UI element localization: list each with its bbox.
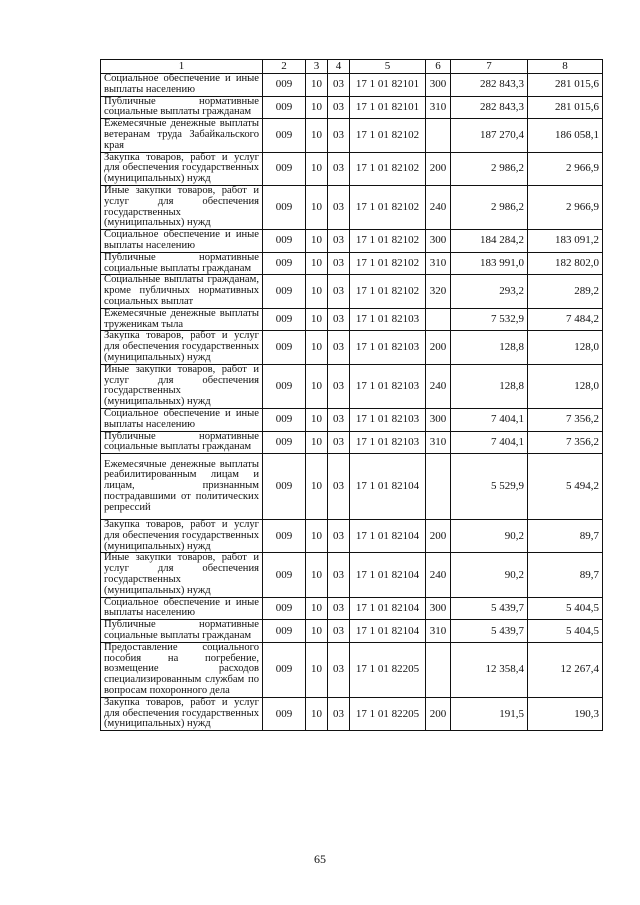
expense-type-cell: 200	[426, 331, 451, 364]
amount-year1-cell: 187 270,4	[451, 119, 528, 152]
ministry-code-cell: 009	[263, 119, 306, 152]
amount-year1-cell: 5 529,9	[451, 454, 528, 520]
amount-year1-cell: 128,8	[451, 364, 528, 408]
table-row	[101, 364, 603, 408]
row-name-cell: Социальное обеспечение и иные выплаты населению	[101, 408, 263, 431]
section-code-cell: 10	[306, 185, 328, 229]
table-row	[101, 408, 603, 431]
amount-year2-cell: 128,0	[528, 331, 603, 364]
target-article-cell: 17 1 01 82104	[350, 620, 426, 643]
budget-table	[100, 59, 603, 731]
table-row	[101, 152, 603, 185]
row-name-cell: Социальное обеспечение и иные выплаты населению	[101, 230, 263, 253]
subsection-code-cell: 03	[328, 275, 350, 308]
amount-year1-cell: 7 404,1	[451, 431, 528, 454]
expense-type-cell: 200	[426, 697, 451, 730]
ministry-code-cell: 009	[263, 520, 306, 553]
amount-year2-cell: 281 015,6	[528, 96, 603, 119]
amount-year2-cell: 7 484,2	[528, 308, 603, 331]
target-article-cell: 17 1 01 82104	[350, 597, 426, 620]
row-name-cell: Публичные нормативные социальные выплаты гражданам	[101, 96, 263, 119]
subsection-code-cell: 03	[328, 597, 350, 620]
row-name-cell: Публичные нормативные социальные выплаты гражданам	[101, 620, 263, 643]
row-name-cell: Закупка товаров, работ и услуг для обеспечения государственных (муниципальных) нужд	[101, 152, 263, 185]
target-article-cell: 17 1 01 82102	[350, 152, 426, 185]
amount-year2-cell: 2 966,9	[528, 185, 603, 229]
section-code-cell: 10	[306, 642, 328, 697]
amount-year1-cell: 7 404,1	[451, 408, 528, 431]
amount-year1-cell: 183 991,0	[451, 252, 528, 275]
expense-type-cell: 240	[426, 553, 451, 597]
target-article-cell: 17 1 01 82103	[350, 408, 426, 431]
section-code-cell: 10	[306, 364, 328, 408]
target-article-cell: 17 1 01 82102	[350, 230, 426, 253]
expense-type-cell: 300	[426, 74, 451, 97]
amount-year2-cell: 89,7	[528, 520, 603, 553]
amount-year1-cell: 12 358,4	[451, 642, 528, 697]
header-row	[101, 60, 603, 74]
ministry-code-cell: 009	[263, 185, 306, 229]
subsection-code-cell: 03	[328, 152, 350, 185]
amount-year1-cell: 184 284,2	[451, 230, 528, 253]
header-cell-7: 7	[451, 60, 528, 74]
target-article-cell: 17 1 01 82101	[350, 96, 426, 119]
subsection-code-cell: 03	[328, 431, 350, 454]
section-code-cell: 10	[306, 119, 328, 152]
table-row	[101, 230, 603, 253]
row-name-cell: Иные закупки товаров, работ и услуг для обеспечения государственных (муниципальных) нужд	[101, 185, 263, 229]
expense-type-cell	[426, 454, 451, 520]
subsection-code-cell: 03	[328, 331, 350, 364]
target-article-cell: 17 1 01 82101	[350, 74, 426, 97]
section-code-cell: 10	[306, 431, 328, 454]
ministry-code-cell: 009	[263, 96, 306, 119]
row-name-cell: Закупка товаров, работ и услуг для обеспечения государственных (муниципальных) нужд	[101, 520, 263, 553]
amount-year2-cell: 89,7	[528, 553, 603, 597]
subsection-code-cell: 03	[328, 119, 350, 152]
section-code-cell: 10	[306, 553, 328, 597]
header-cell-6: 6	[426, 60, 451, 74]
subsection-code-cell: 03	[328, 252, 350, 275]
ministry-code-cell: 009	[263, 620, 306, 643]
amount-year2-cell: 186 058,1	[528, 119, 603, 152]
ministry-code-cell: 009	[263, 252, 306, 275]
target-article-cell: 17 1 01 82102	[350, 275, 426, 308]
table-row	[101, 252, 603, 275]
section-code-cell: 10	[306, 408, 328, 431]
target-article-cell: 17 1 01 82205	[350, 697, 426, 730]
expense-type-cell: 310	[426, 96, 451, 119]
subsection-code-cell: 03	[328, 364, 350, 408]
page-number: 65	[314, 852, 326, 866]
amount-year1-cell: 90,2	[451, 553, 528, 597]
section-code-cell: 10	[306, 308, 328, 331]
table-row	[101, 96, 603, 119]
row-name-cell: Предоставление социального пособия на погребение, возмещение расходов специализированным службам по вопросам похоронного дела	[101, 642, 263, 697]
amount-year1-cell: 128,8	[451, 331, 528, 364]
subsection-code-cell: 03	[328, 697, 350, 730]
row-name-cell: Публичные нормативные социальные выплаты гражданам	[101, 252, 263, 275]
section-code-cell: 10	[306, 230, 328, 253]
row-name-cell: Ежемесячные денежные выплаты реабилитированным лицам и лицам, признанным пострадавшими от политических репрессий	[101, 454, 263, 520]
table-row	[101, 119, 603, 152]
section-code-cell: 10	[306, 454, 328, 520]
ministry-code-cell: 009	[263, 230, 306, 253]
table-row	[101, 520, 603, 553]
subsection-code-cell: 03	[328, 408, 350, 431]
row-name-cell: Ежемесячные денежные выплаты труженикам тыла	[101, 308, 263, 331]
amount-year1-cell: 282 843,3	[451, 96, 528, 119]
row-name-cell: Закупка товаров, работ и услуг для обеспечения государственных (муниципальных) нужд	[101, 331, 263, 364]
expense-type-cell: 320	[426, 275, 451, 308]
amount-year1-cell: 191,5	[451, 697, 528, 730]
amount-year1-cell: 2 986,2	[451, 152, 528, 185]
expense-type-cell: 200	[426, 520, 451, 553]
amount-year2-cell: 190,3	[528, 697, 603, 730]
subsection-code-cell: 03	[328, 520, 350, 553]
row-name-cell: Публичные нормативные социальные выплаты гражданам	[101, 431, 263, 454]
expense-type-cell: 310	[426, 252, 451, 275]
amount-year1-cell: 293,2	[451, 275, 528, 308]
section-code-cell: 10	[306, 331, 328, 364]
ministry-code-cell: 009	[263, 454, 306, 520]
subsection-code-cell: 03	[328, 620, 350, 643]
expense-type-cell: 240	[426, 364, 451, 408]
target-article-cell: 17 1 01 82103	[350, 308, 426, 331]
expense-type-cell	[426, 119, 451, 152]
subsection-code-cell: 03	[328, 74, 350, 97]
target-article-cell: 17 1 01 82102	[350, 119, 426, 152]
amount-year2-cell: 5 494,2	[528, 454, 603, 520]
amount-year2-cell: 281 015,6	[528, 74, 603, 97]
table-row	[101, 620, 603, 643]
subsection-code-cell: 03	[328, 642, 350, 697]
amount-year2-cell: 7 356,2	[528, 408, 603, 431]
subsection-code-cell: 03	[328, 185, 350, 229]
subsection-code-cell: 03	[328, 308, 350, 331]
target-article-cell: 17 1 01 82103	[350, 331, 426, 364]
amount-year2-cell: 12 267,4	[528, 642, 603, 697]
amount-year1-cell: 5 439,7	[451, 620, 528, 643]
expense-type-cell: 200	[426, 152, 451, 185]
ministry-code-cell: 009	[263, 597, 306, 620]
subsection-code-cell: 03	[328, 553, 350, 597]
header-cell-1: 1	[101, 60, 263, 74]
target-article-cell: 17 1 01 82103	[350, 431, 426, 454]
row-name-cell: Социальное обеспечение и иные выплаты населению	[101, 74, 263, 97]
table-row	[101, 597, 603, 620]
ministry-code-cell: 009	[263, 152, 306, 185]
ministry-code-cell: 009	[263, 408, 306, 431]
amount-year2-cell: 183 091,2	[528, 230, 603, 253]
section-code-cell: 10	[306, 597, 328, 620]
amount-year2-cell: 128,0	[528, 364, 603, 408]
subsection-code-cell: 03	[328, 454, 350, 520]
amount-year2-cell: 289,2	[528, 275, 603, 308]
expense-type-cell: 310	[426, 431, 451, 454]
expense-type-cell: 300	[426, 230, 451, 253]
target-article-cell: 17 1 01 82205	[350, 642, 426, 697]
ministry-code-cell: 009	[263, 331, 306, 364]
header-cell-5: 5	[350, 60, 426, 74]
ministry-code-cell: 009	[263, 364, 306, 408]
amount-year2-cell: 2 966,9	[528, 152, 603, 185]
table-row	[101, 308, 603, 331]
target-article-cell: 17 1 01 82104	[350, 553, 426, 597]
amount-year2-cell: 5 404,5	[528, 620, 603, 643]
ministry-code-cell: 009	[263, 275, 306, 308]
row-name-cell: Иные закупки товаров, работ и услуг для обеспечения государственных (муниципальных) нужд	[101, 553, 263, 597]
expense-type-cell: 240	[426, 185, 451, 229]
amount-year1-cell: 7 532,9	[451, 308, 528, 331]
row-name-cell: Иные закупки товаров, работ и услуг для обеспечения государственных (муниципальных) нужд	[101, 364, 263, 408]
target-article-cell: 17 1 01 82102	[350, 252, 426, 275]
table-row	[101, 553, 603, 597]
amount-year1-cell: 5 439,7	[451, 597, 528, 620]
table-row	[101, 74, 603, 97]
section-code-cell: 10	[306, 620, 328, 643]
row-name-cell: Социальные выплаты гражданам, кроме публичных нормативных социальных выплат	[101, 275, 263, 308]
table-row	[101, 275, 603, 308]
amount-year2-cell: 5 404,5	[528, 597, 603, 620]
section-code-cell: 10	[306, 96, 328, 119]
section-code-cell: 10	[306, 275, 328, 308]
section-code-cell: 10	[306, 152, 328, 185]
subsection-code-cell: 03	[328, 96, 350, 119]
table-row	[101, 331, 603, 364]
table-row	[101, 697, 603, 730]
expense-type-cell	[426, 642, 451, 697]
header-cell-8: 8	[528, 60, 603, 74]
subsection-code-cell: 03	[328, 230, 350, 253]
row-name-cell: Ежемесячные денежные выплаты ветеранам труда Забайкальского края	[101, 119, 263, 152]
section-code-cell: 10	[306, 74, 328, 97]
table-row	[101, 431, 603, 454]
row-name-cell: Социальное обеспечение и иные выплаты населению	[101, 597, 263, 620]
table-row	[101, 454, 603, 520]
ministry-code-cell: 009	[263, 308, 306, 331]
amount-year2-cell: 7 356,2	[528, 431, 603, 454]
ministry-code-cell: 009	[263, 642, 306, 697]
expense-type-cell: 300	[426, 597, 451, 620]
target-article-cell: 17 1 01 82103	[350, 364, 426, 408]
target-article-cell: 17 1 01 82104	[350, 454, 426, 520]
ministry-code-cell: 009	[263, 431, 306, 454]
header-cell-4: 4	[328, 60, 350, 74]
amount-year1-cell: 2 986,2	[451, 185, 528, 229]
target-article-cell: 17 1 01 82102	[350, 185, 426, 229]
ministry-code-cell: 009	[263, 74, 306, 97]
target-article-cell: 17 1 01 82104	[350, 520, 426, 553]
ministry-code-cell: 009	[263, 553, 306, 597]
expense-type-cell: 300	[426, 408, 451, 431]
ministry-code-cell: 009	[263, 697, 306, 730]
amount-year1-cell: 282 843,3	[451, 74, 528, 97]
header-cell-3: 3	[306, 60, 328, 74]
header-cell-2: 2	[263, 60, 306, 74]
table-row	[101, 185, 603, 229]
expense-type-cell	[426, 308, 451, 331]
section-code-cell: 10	[306, 697, 328, 730]
section-code-cell: 10	[306, 252, 328, 275]
amount-year2-cell: 182 802,0	[528, 252, 603, 275]
table-row	[101, 642, 603, 697]
section-code-cell: 10	[306, 520, 328, 553]
amount-year1-cell: 90,2	[451, 520, 528, 553]
row-name-cell: Закупка товаров, работ и услуг для обеспечения государственных (муниципальных) нужд	[101, 697, 263, 730]
expense-type-cell: 310	[426, 620, 451, 643]
